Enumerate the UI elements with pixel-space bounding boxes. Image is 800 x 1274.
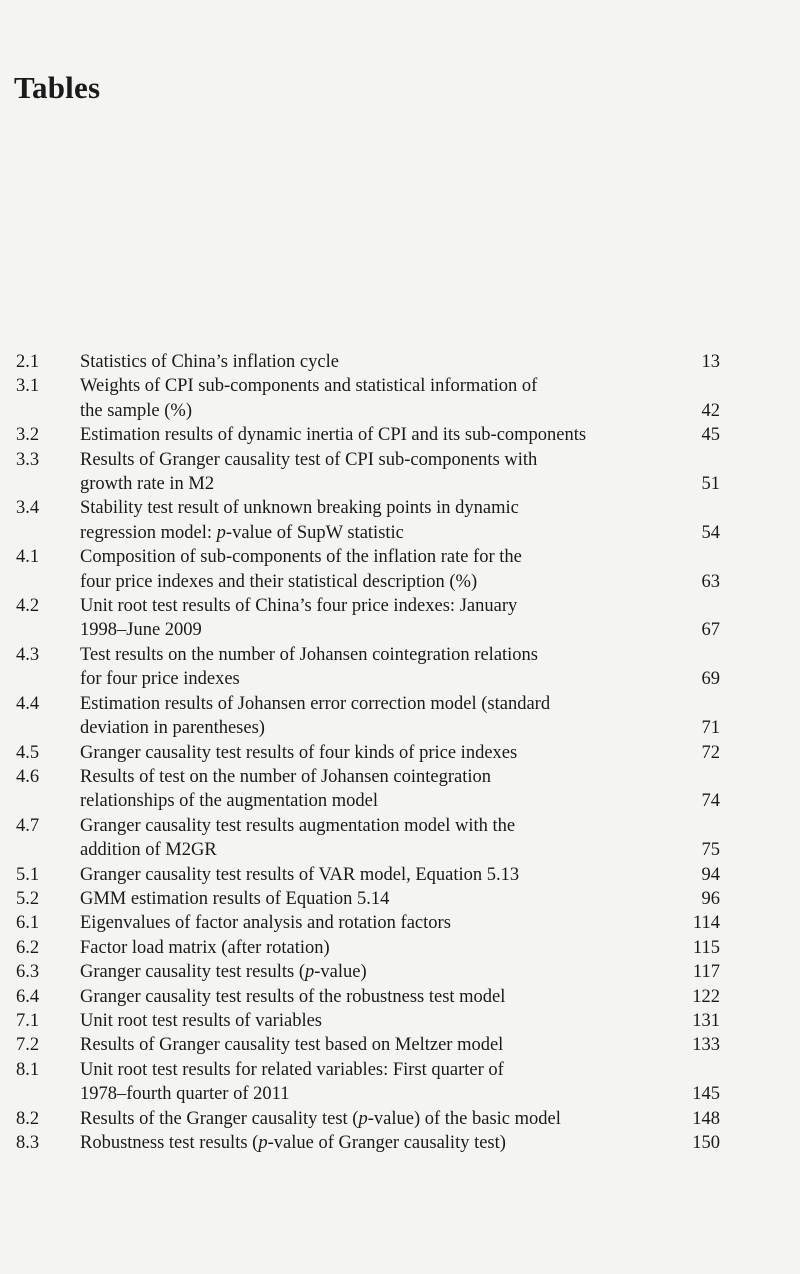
page-number: 72 — [701, 742, 720, 763]
table-number: 8.1 — [16, 1059, 40, 1080]
table-list — [16, 350, 720, 1155]
table-caption: Granger causality test results (p-value) — [80, 962, 367, 983]
page-number: 74 — [701, 791, 720, 812]
list-item[interactable] — [16, 594, 720, 643]
table-caption: Granger causality test results of VAR model, Equation 5.13 — [80, 864, 520, 885]
list-item[interactable] — [16, 960, 720, 984]
list-item[interactable] — [16, 1131, 720, 1155]
table-number: 3.4 — [16, 498, 40, 519]
list-item[interactable] — [16, 814, 720, 863]
list-item[interactable] — [16, 1058, 720, 1107]
list-item[interactable] — [16, 692, 720, 741]
page-number: 69 — [701, 669, 720, 690]
table-number: 5.1 — [16, 864, 40, 885]
table-caption: growth rate in M2 — [80, 474, 215, 495]
page-title: Tables — [14, 70, 101, 105]
table-number: 7.1 — [16, 1010, 40, 1031]
list-item[interactable] — [16, 887, 720, 911]
table-number: 4.1 — [16, 547, 40, 568]
page-number: 148 — [692, 1108, 720, 1129]
list-item[interactable] — [16, 643, 720, 692]
list-item[interactable] — [16, 936, 720, 960]
page-number: 45 — [701, 425, 720, 446]
table-caption: Statistics of China’s inflation cycle — [80, 352, 339, 372]
table-number: 6.1 — [16, 913, 40, 934]
list-item[interactable] — [16, 1009, 720, 1033]
table-number: 4.6 — [16, 766, 40, 787]
table-caption: the sample (%) — [80, 400, 192, 421]
table-caption: Test results on the number of Johansen cointegration relations — [80, 644, 539, 665]
table-number: 8.3 — [16, 1133, 40, 1153]
table-caption: Granger causality test results augmentation model with the — [80, 815, 516, 836]
table-caption: Granger causality test results of the robustness test model — [80, 986, 506, 1007]
table-caption: Unit root test results of China’s four price indexes: January — [80, 596, 518, 617]
page-number: 145 — [692, 1084, 720, 1105]
table-number: 3.1 — [16, 376, 40, 397]
table-caption: Robustness test results (p-value of Granger causality test) — [80, 1133, 506, 1153]
table-number: 5.2 — [16, 888, 40, 909]
table-number: 2.1 — [16, 352, 40, 372]
page-number: 54 — [701, 522, 720, 543]
list-item[interactable] — [16, 448, 720, 497]
table-number: 6.4 — [16, 986, 40, 1007]
table-caption: Composition of sub-components of the inflation rate for the — [80, 547, 522, 568]
list-item[interactable] — [16, 1107, 720, 1131]
table-caption: Unit root test results of variables — [80, 1010, 322, 1031]
page-number: 115 — [692, 937, 720, 958]
table-caption: 1998–June 2009 — [80, 620, 202, 641]
list-item[interactable] — [16, 350, 720, 374]
table-caption: regression model: p-value of SupW statistic — [80, 522, 404, 543]
table-caption: Factor load matrix (after rotation) — [80, 937, 330, 958]
table-caption: for four price indexes — [80, 669, 240, 690]
table-caption: Granger causality test results of four kinds of price indexes — [80, 742, 518, 763]
list-item[interactable] — [16, 496, 720, 545]
list-item[interactable] — [16, 985, 720, 1009]
table-caption: Results of Granger causality test of CPI sub-components with — [80, 449, 538, 470]
page-number: 51 — [701, 474, 720, 495]
page-number: 96 — [701, 888, 720, 909]
table-number: 6.2 — [16, 937, 40, 958]
list-item[interactable] — [16, 863, 720, 887]
list-item[interactable] — [16, 765, 720, 814]
table-caption: Weights of CPI sub-components and statistical information of — [80, 376, 538, 397]
page-number: 150 — [692, 1133, 720, 1153]
table-caption: Estimation results of dynamic inertia of CPI and its sub-components — [80, 425, 587, 446]
page-number: 75 — [701, 840, 720, 861]
page-number: 42 — [701, 400, 720, 421]
list-item[interactable] — [16, 741, 720, 765]
page-number: 133 — [692, 1035, 720, 1056]
list-item[interactable] — [16, 374, 720, 423]
page-number: 114 — [692, 913, 720, 934]
page-number: 63 — [701, 571, 720, 592]
page-number: 117 — [692, 962, 720, 983]
table-number: 4.3 — [16, 644, 40, 665]
table-number: 4.4 — [16, 693, 40, 714]
table-caption: Estimation results of Johansen error correction model (standard — [80, 693, 551, 714]
table-caption: Results of the Granger causality test (p-value) of the basic model — [80, 1108, 561, 1129]
page-number: 13 — [701, 352, 720, 372]
table-caption: deviation in parentheses) — [80, 718, 265, 739]
page-number: 71 — [701, 718, 720, 739]
table-caption: Unit root test results for related variables: First quarter of — [80, 1059, 504, 1080]
table-number: 3.3 — [16, 449, 40, 470]
table-caption: relationships of the augmentation model — [80, 791, 378, 812]
table-number: 4.2 — [16, 596, 40, 617]
page-number: 122 — [692, 986, 720, 1007]
list-item[interactable] — [16, 1033, 720, 1057]
table-number: 3.2 — [16, 425, 40, 446]
table-caption: GMM estimation results of Equation 5.14 — [80, 888, 390, 909]
list-item[interactable] — [16, 423, 720, 447]
table-number: 4.5 — [16, 742, 40, 763]
table-caption: Results of Granger causality test based on Meltzer model — [80, 1035, 504, 1056]
table-caption: addition of M2GR — [80, 840, 217, 861]
table-number: 6.3 — [16, 962, 40, 983]
table-number: 4.7 — [16, 815, 40, 836]
table-caption: Eigenvalues of factor analysis and rotation factors — [80, 913, 451, 934]
page-number: 67 — [701, 620, 720, 641]
list-item[interactable] — [16, 911, 720, 935]
table-number: 7.2 — [16, 1035, 40, 1056]
table-caption: Stability test result of unknown breaking points in dynamic — [80, 498, 519, 519]
table-number: 8.2 — [16, 1108, 40, 1129]
page-number: 94 — [701, 864, 720, 885]
table-caption: 1978–fourth quarter of 2011 — [80, 1084, 290, 1105]
list-item[interactable] — [16, 545, 720, 594]
page-number: 131 — [692, 1010, 720, 1031]
table-caption: Results of test on the number of Johansen cointegration — [80, 766, 492, 787]
table-caption: four price indexes and their statistical description (%) — [80, 571, 478, 592]
